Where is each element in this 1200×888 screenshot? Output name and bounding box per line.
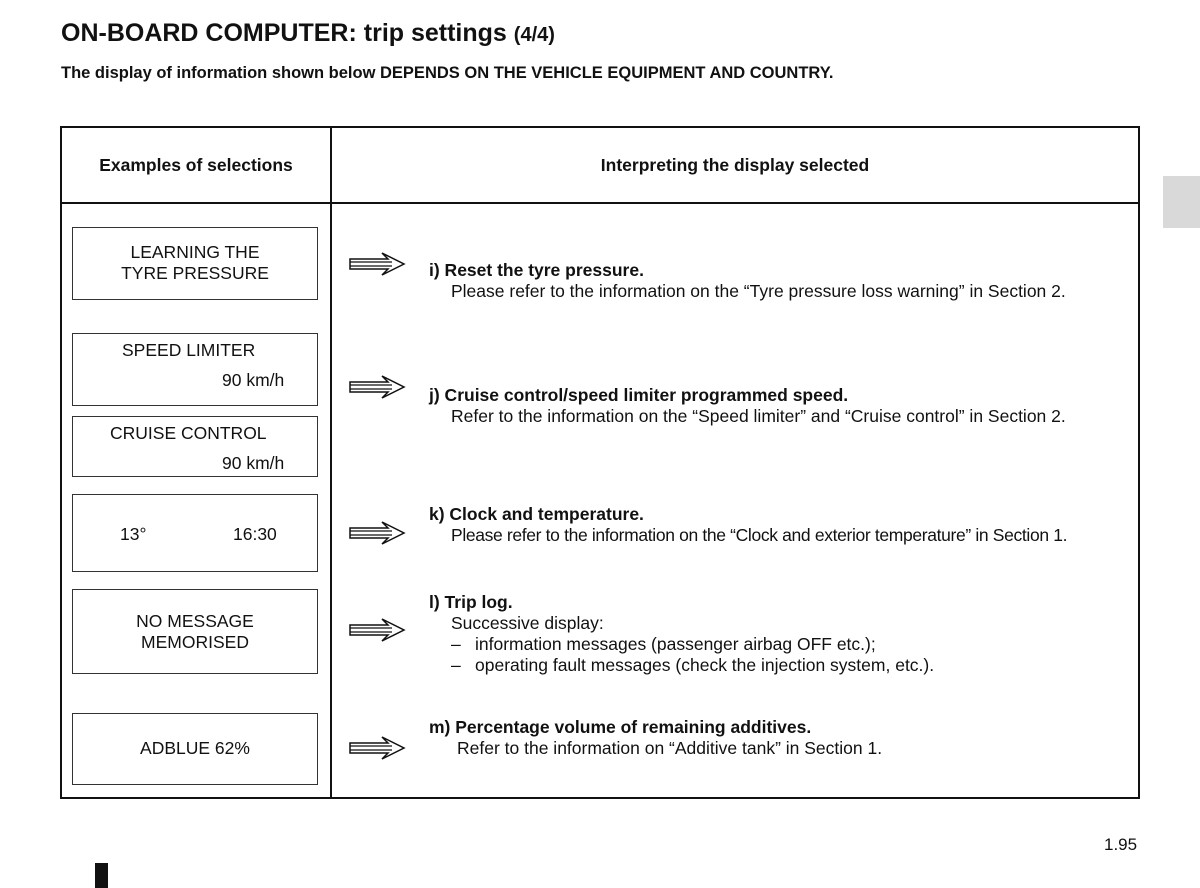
entry-l-bullet-text: information messages (passenger airbag OFF etc.); bbox=[475, 634, 876, 654]
entry-j bbox=[429, 385, 1066, 427]
page-number: 1.95 bbox=[1104, 835, 1138, 854]
header-divider bbox=[62, 202, 1138, 204]
double-arrow-right-icon bbox=[348, 251, 406, 277]
page-title-text: ON-BOARD COMPUTER: trip settings bbox=[61, 19, 507, 47]
bullet-dash: – bbox=[451, 634, 461, 654]
display-tyre-pressure bbox=[72, 227, 318, 300]
entry-m-text: Refer to the information on “Additive tank” in Section 1. bbox=[457, 738, 883, 758]
display-cruise-control bbox=[72, 416, 318, 477]
entry-l bbox=[429, 592, 934, 676]
page-subtitle: The display of information shown below DEPENDS ON THE VEHICLE EQUIPMENT AND COUNTRY. bbox=[61, 64, 834, 82]
display-message-line2: MEMORISED bbox=[141, 632, 249, 652]
entry-l-bullet bbox=[429, 634, 934, 655]
display-adblue-text: ADBLUE 62% bbox=[140, 738, 250, 758]
entry-i-heading: i) Reset the tyre pressure. bbox=[429, 260, 644, 280]
column-divider bbox=[330, 128, 332, 797]
display-speed-limiter-value: 90 km/h bbox=[222, 370, 285, 390]
display-speed-limiter bbox=[72, 333, 318, 406]
entry-l-bullet-text: operating fault messages (check the injection system, etc.). bbox=[475, 655, 935, 675]
entry-k bbox=[429, 504, 1067, 546]
column-header-examples: Examples of selections bbox=[99, 155, 293, 175]
corner-mark bbox=[95, 863, 108, 888]
display-speed-limiter-label: SPEED LIMITER bbox=[122, 340, 256, 360]
display-adblue bbox=[72, 713, 318, 785]
bullet-dash: – bbox=[451, 655, 461, 675]
entry-l-text: Successive display: bbox=[451, 613, 604, 633]
double-arrow-right-icon bbox=[348, 617, 406, 643]
entry-j-heading: j) Cruise control/speed limiter programmed speed. bbox=[429, 385, 849, 405]
display-tyre-line1: LEARNING THE bbox=[130, 242, 260, 262]
double-arrow-right-icon bbox=[348, 520, 406, 546]
entry-l-bullet bbox=[429, 655, 934, 676]
entry-k-heading: k) Clock and temperature. bbox=[429, 504, 644, 524]
entry-l-heading: l) Trip log. bbox=[429, 592, 513, 612]
double-arrow-right-icon bbox=[348, 735, 406, 761]
entry-i bbox=[429, 260, 1066, 302]
display-message-line1: NO MESSAGE bbox=[136, 611, 254, 631]
display-cruise-control-value: 90 km/h bbox=[222, 453, 285, 473]
double-arrow-right-icon bbox=[348, 374, 406, 400]
entry-j-text: Refer to the information on the “Speed limiter” and “Cruise control” in Section 2. bbox=[451, 406, 1066, 426]
display-clock-temperature bbox=[72, 494, 318, 572]
display-temperature: 13° bbox=[120, 524, 147, 544]
entry-k-text: Please refer to the information on the “Clock and exterior temperature” in Section 1. bbox=[451, 525, 1068, 545]
entry-i-text: Please refer to the information on the “Tyre pressure loss warning” in Section 2. bbox=[451, 281, 1066, 301]
display-tyre-line2: TYRE PRESSURE bbox=[121, 263, 269, 283]
page-title bbox=[61, 19, 555, 48]
entry-m bbox=[429, 717, 882, 759]
display-cruise-control-label: CRUISE CONTROL bbox=[110, 423, 267, 443]
display-no-message bbox=[72, 589, 318, 674]
display-time: 16:30 bbox=[233, 524, 277, 544]
column-header-interpretation: Interpreting the display selected bbox=[600, 155, 870, 175]
page-title-suffix: (4/4) bbox=[513, 24, 555, 46]
entry-m-heading: m) Percentage volume of remaining additives. bbox=[429, 717, 812, 737]
section-tab-marker bbox=[1163, 176, 1200, 228]
